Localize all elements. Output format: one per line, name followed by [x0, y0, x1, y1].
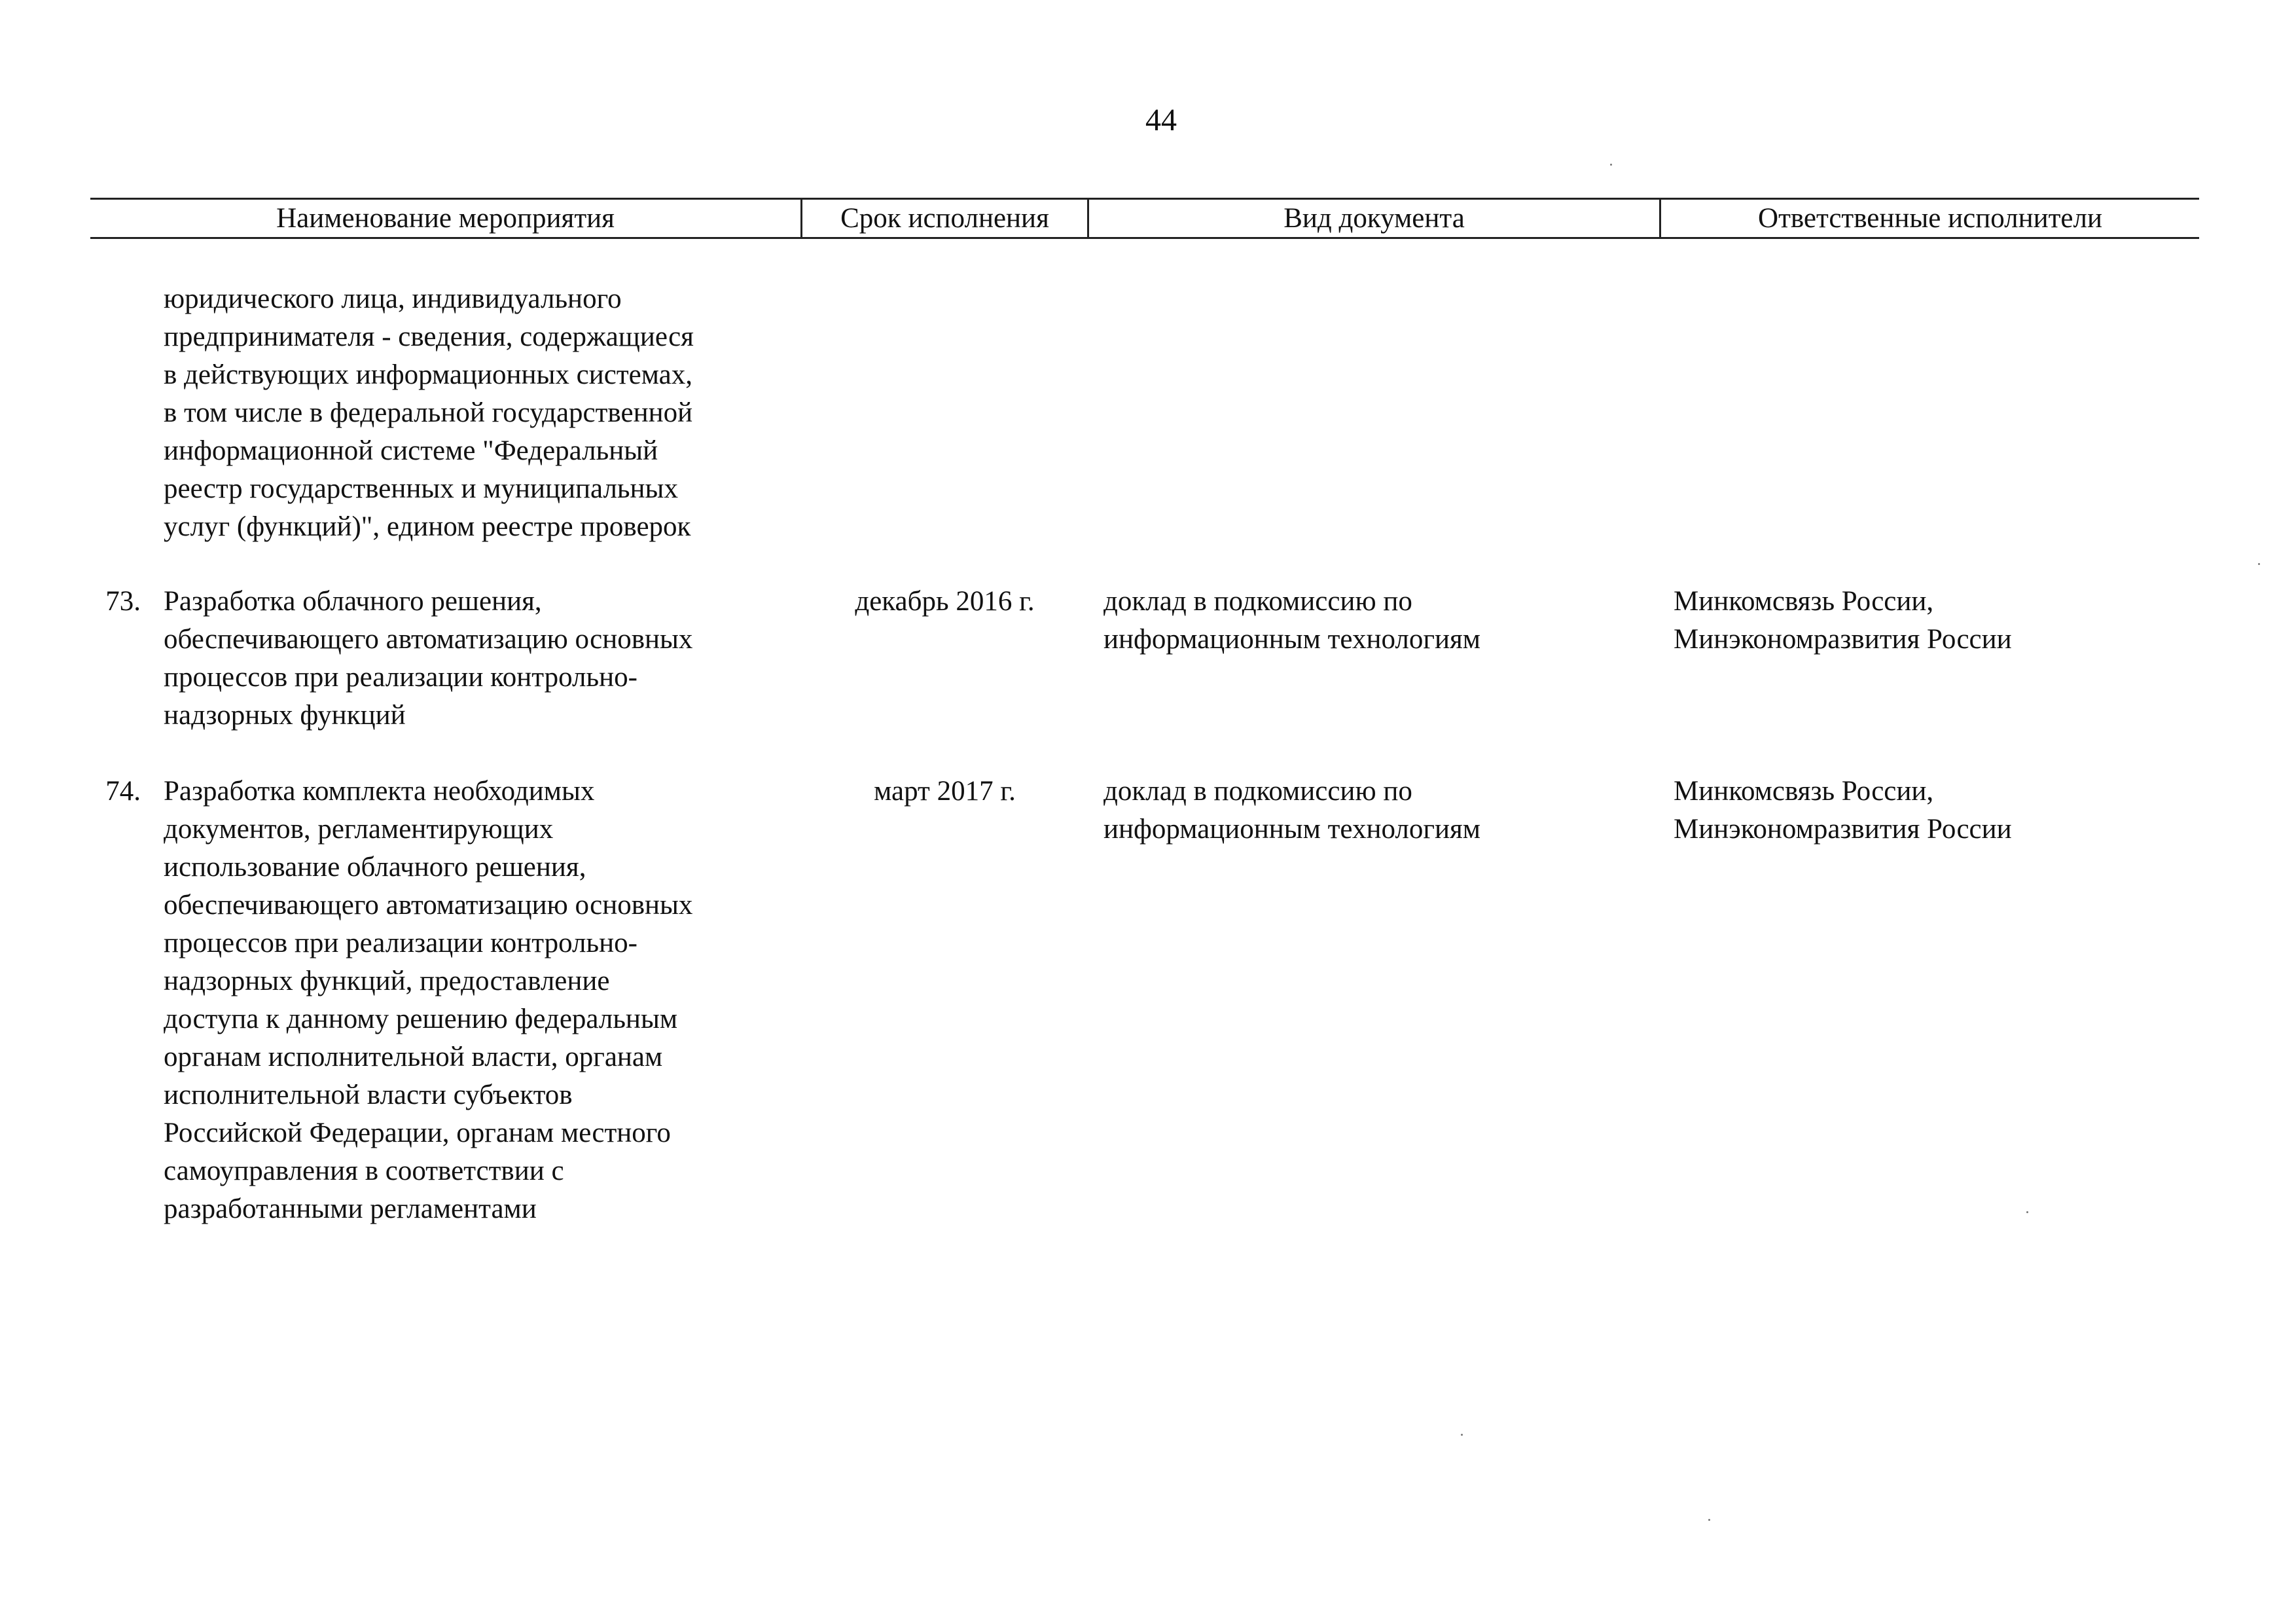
- row-74-deadline: март 2017 г.: [874, 776, 1016, 807]
- scan-speck: [2026, 1211, 2028, 1213]
- row-73-doc-type: доклад в подкомиссию по информационным технологиям: [1103, 586, 1480, 655]
- header-executors: Ответственные исполнители: [1758, 203, 2102, 234]
- header-bottom-rule: [90, 237, 2199, 239]
- row-73-deadline: декабрь 2016 г.: [855, 586, 1035, 617]
- scan-speck: [1708, 1519, 1710, 1521]
- scan-speck: [1461, 1434, 1463, 1436]
- row-74-name: Разработка комплекта необходимых документов, регламентирующих использование облачного решения, обеспечивающего автоматизацию основных процессов при реализации контрольно- надзорных функций, предоставление доступа к данному решению федеральным органам исполнительной власти, органам исполнительной власти субъектов Российской Федерации, органам местного самоуправления в соответствии с разработанными регламентами: [164, 776, 693, 1224]
- continuation-name: юридического лица, индивидуального предпринимателя - сведения, содержащиеся в действующих информационных системах, в том числе в федеральной государственной информационной системе "Федеральный реестр государственных и муниципальных услуг (функций)", едином реестре проверок: [164, 283, 694, 542]
- row-74-doc-type: доклад в подкомиссию по информационным технологиям: [1103, 776, 1480, 845]
- header-top-rule: [90, 198, 2199, 200]
- row-74-number: 74.: [105, 776, 141, 807]
- scan-speck: [2258, 563, 2260, 565]
- header-deadline: Срок исполнения: [840, 203, 1049, 234]
- scan-speck: [1610, 164, 1612, 166]
- row-73-number: 73.: [105, 586, 141, 617]
- page-number: 44: [1145, 103, 1177, 137]
- header-doc-type: Вид документа: [1283, 203, 1465, 234]
- row-73-name: Разработка облачного решения, обеспечивающего автоматизацию основных процессов при реализации контрольно- надзорных функций: [164, 586, 693, 731]
- row-73-executors: Минкомсвязь России, Минэкономразвития России: [1674, 586, 2012, 655]
- header-name: Наименование мероприятия: [276, 203, 615, 234]
- row-74-executors: Минкомсвязь России, Минэкономразвития России: [1674, 776, 2012, 845]
